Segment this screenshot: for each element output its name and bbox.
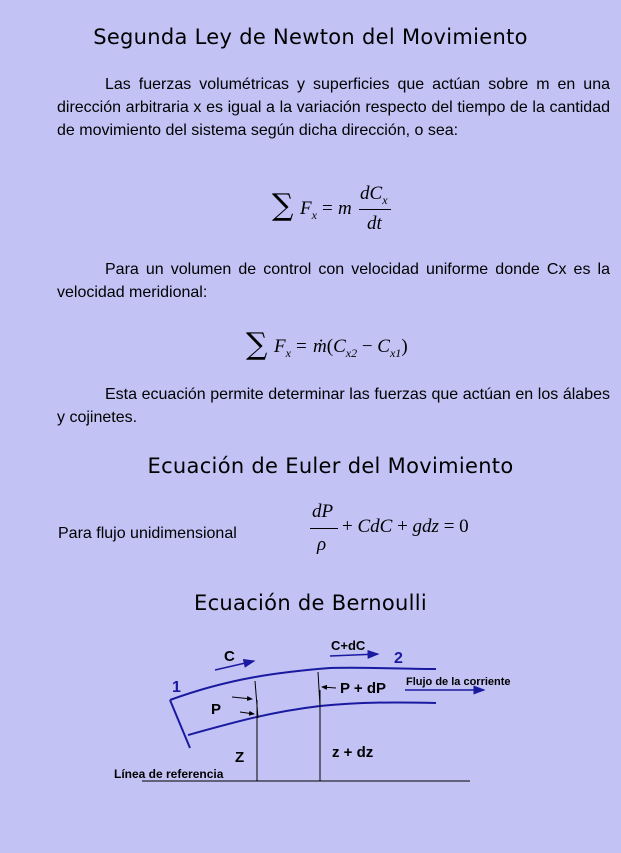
newton-equation <box>272 182 402 237</box>
label-c: C <box>224 648 235 665</box>
euler-terms: + CdC + gdz = 0 <box>342 516 469 537</box>
fraction-bar <box>310 528 338 529</box>
forces-paragraph <box>57 383 610 429</box>
equals-sign: = <box>296 336 307 357</box>
pressure-numerator: dP <box>312 501 334 522</box>
label-z-dz: z + dz <box>332 744 374 761</box>
velocity-c-dc-arrow <box>330 654 378 656</box>
label-section-1: 1 <box>172 679 181 696</box>
sum-symbol: ∑ <box>246 327 268 362</box>
mass-term: m <box>338 198 352 219</box>
label-section-2: 2 <box>394 650 403 667</box>
momentum-equation <box>246 327 436 366</box>
euler-equation <box>310 500 500 560</box>
control-volume-paragraph-text: Para un volumen de control con velocidad uniforme donde Cx es la velocidad meridional: <box>57 261 610 301</box>
fraction-bar <box>359 209 391 210</box>
pressure-arrow-right <box>322 687 336 688</box>
label-c-dc: C+dC <box>331 638 366 653</box>
bernoulli-diagram <box>0 620 621 800</box>
force-term: $F_x$ <box>274 336 291 360</box>
forces-paragraph-text: Esta ecuación permite determinar las fuerzas que actúan en los álabes y cojinetes. <box>57 386 610 426</box>
pressure-arrow-left-low <box>240 712 254 714</box>
stream-tube-upper <box>170 668 436 700</box>
equals-sign: = <box>322 198 333 219</box>
label-p-dp: P + dP <box>340 680 386 697</box>
euler-section-title: Ecuación de Euler del Movimiento <box>147 454 514 478</box>
label-reference-line: Línea de referencia <box>114 767 224 781</box>
inlet-section <box>170 700 190 748</box>
density-denominator: ρ <box>317 534 327 555</box>
derivative-numerator: $dC_x$ <box>360 183 388 207</box>
label-p: P <box>211 701 222 718</box>
newton-paragraph <box>57 73 610 142</box>
label-z: Z <box>235 749 245 766</box>
one-dimensional-flow-label: Para flujo unidimensional <box>58 525 237 542</box>
bernoulli-section-title: Ecuación de Bernoulli <box>194 591 427 615</box>
newton-section-title: Segunda Ley de Newton del Movimiento <box>93 25 528 49</box>
control-volume-paragraph <box>57 258 610 304</box>
newton-paragraph-text: Las fuerzas volumétricas y superficies que actúan sobre m en una dirección arbitraria x es igual a la variación respecto del tiempo de la cantidad de movimiento del sistema según dicha dirección, o sea: <box>57 76 610 139</box>
sum-symbol: ∑ <box>272 188 294 223</box>
stream-tube-lower <box>188 702 436 735</box>
derivative-denominator: dt <box>367 213 382 234</box>
pressure-arrow-left <box>232 697 252 699</box>
mass-flow-term: $ṁ(C_{x2} - C_{x1})$ <box>313 336 408 360</box>
force-term: $F_x$ <box>300 198 317 222</box>
label-flow: Flujo de la corriente <box>406 676 511 688</box>
